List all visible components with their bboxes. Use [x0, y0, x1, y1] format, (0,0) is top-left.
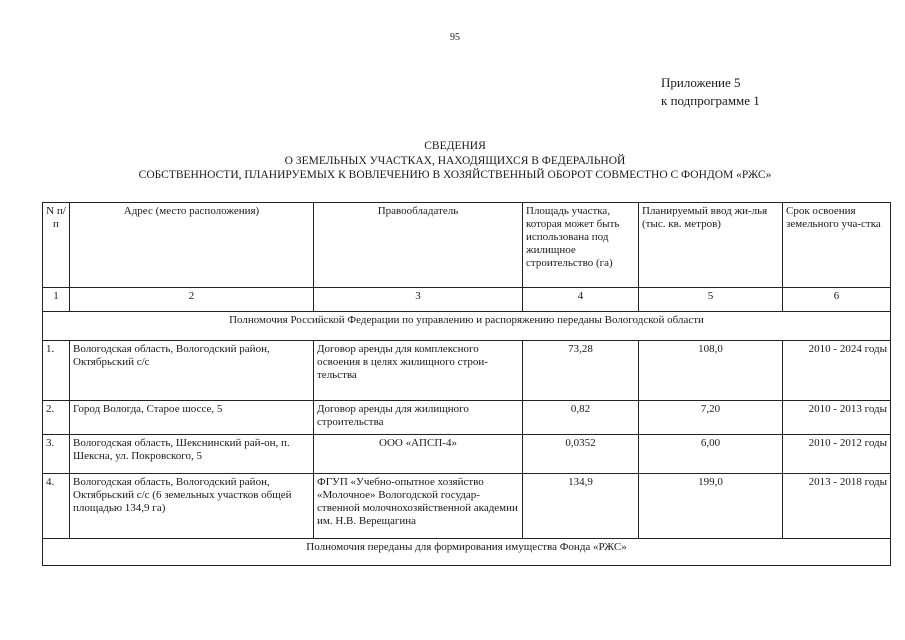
row-holder: ООО «АПСП-4»: [314, 435, 523, 474]
row-housing: 199,0: [639, 474, 783, 539]
row-housing: 108,0: [639, 341, 783, 401]
row-housing: 7,20: [639, 401, 783, 435]
row-address: Город Вологда, Старое шоссе, 5: [70, 401, 314, 435]
header-cell-holder: Правообладатель: [314, 203, 523, 288]
land-plots-table: [42, 202, 891, 566]
column-number: 2: [70, 288, 314, 312]
row-term: 2010 - 2013 годы: [783, 401, 891, 435]
row-area: 73,28: [523, 341, 639, 401]
column-number: 1: [43, 288, 70, 312]
heading-line-1: СВЕДЕНИЯ: [424, 140, 486, 152]
heading-line-3: СОБСТВЕННОСТИ, ПЛАНИРУЕМЫХ К ВОВЛЕЧЕНИЮ В ХОЗЯЙСТВЕННЫЙ ОБОРОТ СОВМЕСТНО С ФОНДОМ «РЖС»: [138, 169, 772, 181]
header-cell-housing: Планируемый ввод жи-лья (тыс. кв. метров): [639, 203, 783, 288]
header-cell-area: Площадь участка, которая может быть использована под жилищное строительство (га): [523, 203, 639, 288]
row-address: Вологодская область, Вологодский район, Октябрьский с/с (6 земельных участков общей площадью 134,9 га): [70, 474, 314, 539]
heading-line-2: О ЗЕМЕЛЬНЫХ УЧАСТКАХ, НАХОДЯЩИХСЯ В ФЕДЕРАЛЬНОЙ: [284, 154, 626, 167]
column-number: 6: [783, 288, 891, 312]
row-area: 0,82: [523, 401, 639, 435]
row-holder: ФГУП «Учебно-опытное хозяйство «Молочное» Вологодской государ-ственной молочнохозяйственной академии им. Н.В. Верещагина: [314, 474, 523, 539]
row-number: 3.: [43, 435, 70, 474]
document-heading: [40, 139, 870, 183]
appendix-line-1: Приложение 5: [661, 75, 741, 90]
column-number: 4: [523, 288, 639, 312]
section-title: Полномочия переданы для формирования имущества Фонда «РЖС»: [43, 539, 891, 566]
section-title: Полномочия Российской Федерации по управлению и распоряжению переданы Вологодской области: [43, 312, 891, 341]
column-number: 5: [639, 288, 783, 312]
row-housing: 6,00: [639, 435, 783, 474]
column-numbers-row: [43, 288, 891, 312]
page-number: 95: [450, 32, 460, 43]
table-row: [43, 341, 891, 401]
row-holder: Договор аренды для комплексного освоения в целях жилищного строи-тельства: [314, 341, 523, 401]
appendix-line-2: к подпрограмме 1: [661, 93, 760, 108]
row-term: 2010 - 2024 годы: [783, 341, 891, 401]
table-header-row: [43, 203, 891, 288]
row-number: 1.: [43, 341, 70, 401]
column-number: 3: [314, 288, 523, 312]
row-term: 2013 - 2018 годы: [783, 474, 891, 539]
row-address: Вологодская область, Вологодский район, Октябрьский с/с: [70, 341, 314, 401]
header-cell-address: Адрес (место расположения): [70, 203, 314, 288]
header-cell-term: Срок освоения земельного уча-стка: [783, 203, 891, 288]
table-row: [43, 474, 891, 539]
row-number: 2.: [43, 401, 70, 435]
row-term: 2010 - 2012 годы: [783, 435, 891, 474]
row-holder: Договор аренды для жилищного строительства: [314, 401, 523, 435]
section-row-federal: [43, 312, 891, 341]
row-area: 0,0352: [523, 435, 639, 474]
appendix-label: [661, 74, 760, 110]
row-area: 134,9: [523, 474, 639, 539]
section-row-fund: [43, 539, 891, 566]
header-cell-number: N п/п: [43, 203, 70, 288]
table-row: [43, 401, 891, 435]
row-number: 4.: [43, 474, 70, 539]
row-address: Вологодская область, Шекснинский рай-он, п. Шексна, ул. Покровского, 5: [70, 435, 314, 474]
table-row: [43, 435, 891, 474]
